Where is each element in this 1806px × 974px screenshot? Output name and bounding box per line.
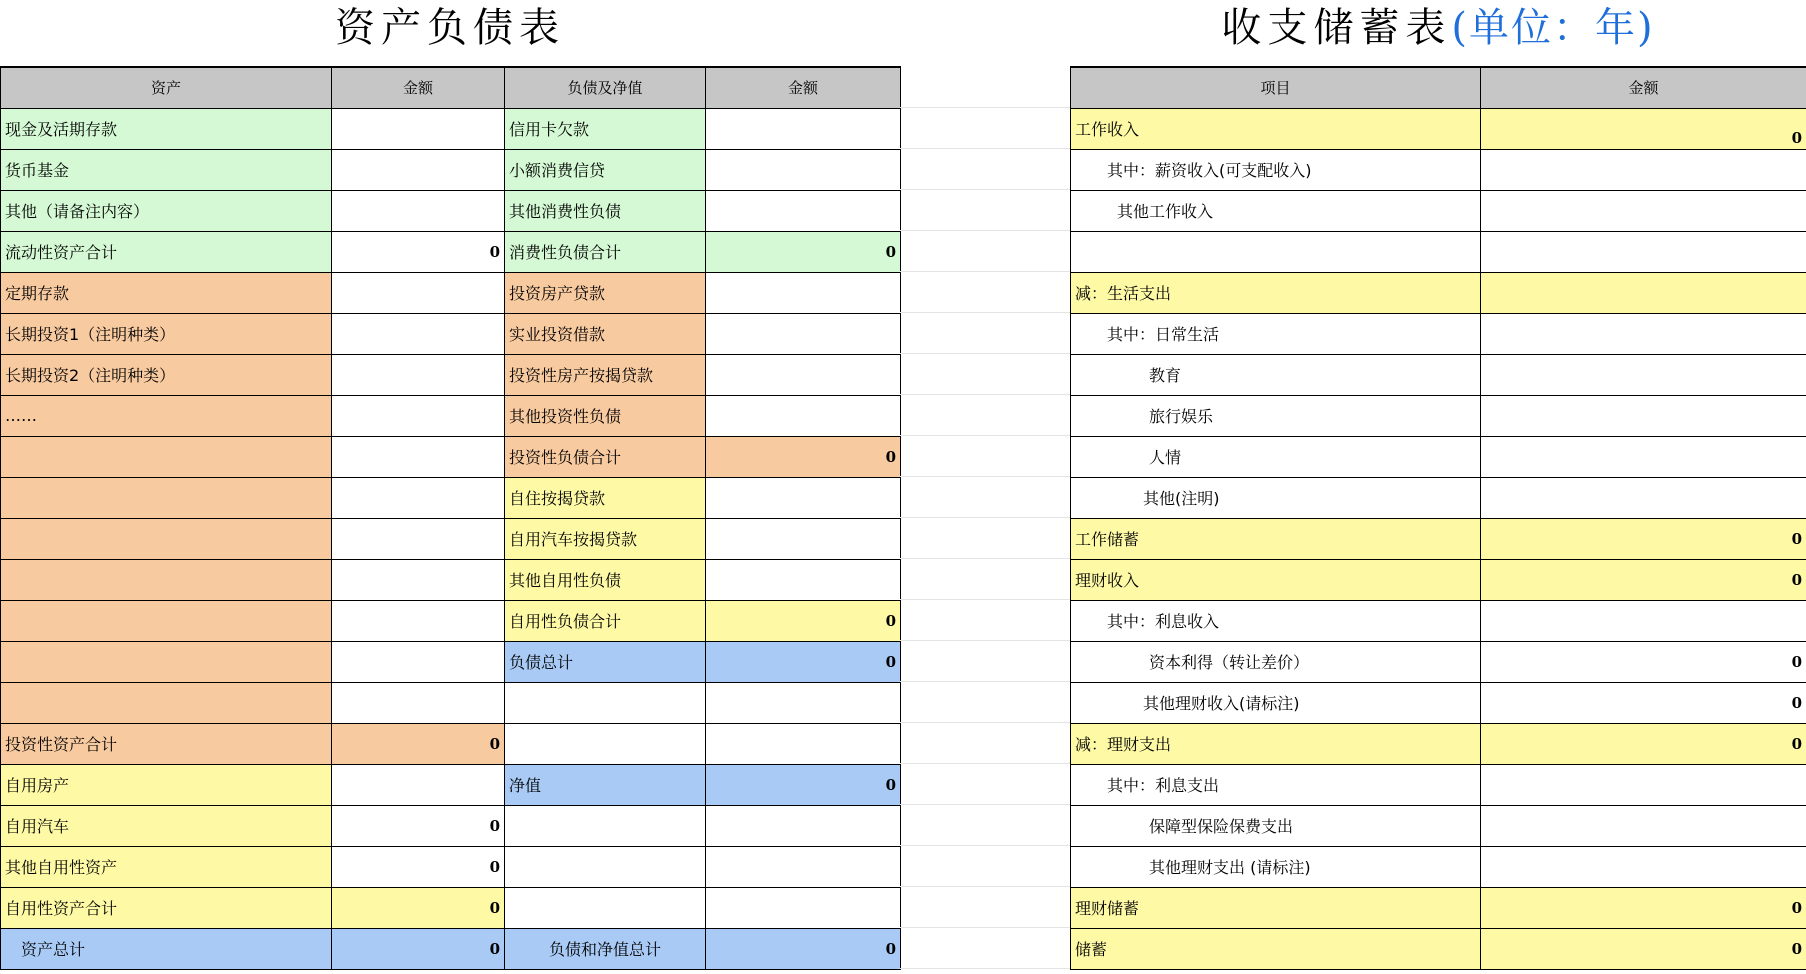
item-label-cell[interactable]: 其他理财收入(请标注) <box>1071 682 1481 723</box>
liability-label-cell[interactable] <box>505 723 706 764</box>
gap-cell[interactable] <box>900 558 1070 599</box>
gap-row <box>900 189 1070 230</box>
liability-label-cell[interactable]: 其他消费性负债 <box>505 190 706 231</box>
liability-amount-cell[interactable] <box>706 477 901 518</box>
balance-sheet-row <box>1 764 901 805</box>
asset-amount-cell[interactable]: 0 <box>332 723 505 764</box>
gap-row <box>900 722 1070 763</box>
asset-label-cell[interactable] <box>1 682 332 723</box>
income-sheet-row <box>1071 395 1806 436</box>
liability-label-cell[interactable]: 自用性负债合计 <box>505 600 706 641</box>
asset-label-cell[interactable]: 长期投资1（注明种类） <box>1 313 332 354</box>
liability-amount-cell[interactable] <box>706 354 901 395</box>
asset-label-cell[interactable]: 自用汽车 <box>1 805 332 846</box>
item-label-cell[interactable]: 工作储蓄 <box>1071 518 1481 559</box>
liability-amount-cell[interactable]: 0 <box>706 600 901 641</box>
item-label-cell[interactable]: 储蓄 <box>1071 928 1481 969</box>
liability-amount-cell[interactable] <box>706 272 901 313</box>
balance-sheet-row <box>1 190 901 231</box>
item-label-cell[interactable]: 其中：日常生活 <box>1071 313 1481 354</box>
asset-label-cell[interactable]: 现金及活期存款 <box>1 108 332 149</box>
asset-amount-cell[interactable] <box>332 149 505 190</box>
income-sheet-row <box>1071 477 1806 518</box>
liability-label-cell[interactable] <box>505 682 706 723</box>
balance-sheet-row <box>1 559 901 600</box>
item-label-cell[interactable]: 工作收入 <box>1071 108 1481 149</box>
asset-amount-cell[interactable] <box>332 764 505 805</box>
balance-sheet-header-row <box>1 67 901 108</box>
gap-row <box>900 763 1070 804</box>
asset-amount-cell[interactable] <box>332 108 505 149</box>
gap-row <box>900 230 1070 271</box>
liability-amount-cell[interactable] <box>706 887 901 928</box>
gap-row <box>900 640 1070 681</box>
item-label-cell[interactable]: 减：理财支出 <box>1071 723 1481 764</box>
balance-sheet-row <box>1 231 901 272</box>
liability-label-cell[interactable]: 消费性负债合计 <box>505 231 706 272</box>
asset-amount-cell[interactable] <box>332 559 505 600</box>
item-amount-cell[interactable] <box>1481 436 1806 477</box>
income-sheet-table <box>1070 66 1806 970</box>
gap-row <box>900 394 1070 435</box>
asset-amount-cell[interactable] <box>332 313 505 354</box>
income-sheet-row <box>1071 641 1806 682</box>
gap-cell[interactable] <box>900 599 1070 640</box>
header-liability: 负债及净值 <box>505 67 706 108</box>
asset-label-cell[interactable] <box>1 477 332 518</box>
liability-label-cell[interactable]: 投资性房产按揭贷款 <box>505 354 706 395</box>
item-label-cell[interactable]: 理财储蓄 <box>1071 887 1481 928</box>
item-amount-cell[interactable] <box>1481 354 1806 395</box>
liability-amount-cell[interactable] <box>706 313 901 354</box>
income-sheet-row <box>1071 436 1806 477</box>
balance-sheet-row <box>1 149 901 190</box>
item-amount-cell[interactable] <box>1481 231 1806 272</box>
gap-cell[interactable] <box>900 886 1070 927</box>
item-amount-cell[interactable]: 0 <box>1481 682 1806 723</box>
balance-sheet-title-text: 资产负债表 <box>335 5 565 51</box>
asset-amount-cell[interactable] <box>332 477 505 518</box>
liability-amount-cell[interactable] <box>706 682 901 723</box>
item-label-cell[interactable]: 其他工作收入 <box>1071 190 1481 231</box>
asset-amount-cell[interactable] <box>332 436 505 477</box>
asset-amount-cell[interactable] <box>332 518 505 559</box>
balance-sheet-row <box>1 313 901 354</box>
gap-row <box>900 599 1070 640</box>
item-amount-cell[interactable]: 0 <box>1481 723 1806 764</box>
gap-cell[interactable] <box>900 517 1070 558</box>
liability-label-cell[interactable]: 实业投资借款 <box>505 313 706 354</box>
liability-amount-cell[interactable] <box>706 149 901 190</box>
asset-label-cell[interactable] <box>1 518 332 559</box>
balance-sheet-row <box>1 682 901 723</box>
liability-amount-cell[interactable] <box>706 190 901 231</box>
balance-sheet-row <box>1 723 901 764</box>
liability-label-cell[interactable]: 信用卡欠款 <box>505 108 706 149</box>
asset-label-cell[interactable]: 自用房产 <box>1 764 332 805</box>
item-label-cell[interactable]: 减：生活支出 <box>1071 272 1481 313</box>
asset-label-cell[interactable]: …… <box>1 395 332 436</box>
balance-sheet-row <box>1 436 901 477</box>
gap-cell[interactable] <box>900 189 1070 230</box>
asset-amount-cell[interactable]: 0 <box>332 928 505 969</box>
item-amount-cell[interactable] <box>1481 805 1806 846</box>
income-sheet-row <box>1071 108 1806 149</box>
gap-row <box>900 353 1070 394</box>
gap-row <box>900 148 1070 189</box>
header-item: 项目 <box>1071 67 1481 108</box>
liability-label-cell[interactable]: 负债和净值总计 <box>505 928 706 969</box>
liability-amount-cell[interactable]: 0 <box>706 436 901 477</box>
asset-amount-cell[interactable] <box>332 641 505 682</box>
item-label-cell[interactable]: 人情 <box>1071 436 1481 477</box>
liability-label-cell[interactable]: 自用汽车按揭贷款 <box>505 518 706 559</box>
asset-label-cell[interactable]: 其他（请备注内容） <box>1 190 332 231</box>
balance-sheet-row <box>1 272 901 313</box>
liability-amount-cell[interactable] <box>706 518 901 559</box>
item-amount-cell[interactable] <box>1481 149 1806 190</box>
income-sheet-row <box>1071 682 1806 723</box>
item-label-cell[interactable]: 旅行娱乐 <box>1071 395 1481 436</box>
item-label-cell[interactable]: 教育 <box>1071 354 1481 395</box>
item-amount-cell[interactable] <box>1481 764 1806 805</box>
income-sheet-row <box>1071 559 1806 600</box>
asset-label-cell[interactable]: 自用性资产合计 <box>1 887 332 928</box>
asset-amount-cell[interactable] <box>332 190 505 231</box>
gap-cell[interactable] <box>900 394 1070 435</box>
item-label-cell[interactable]: 其他理财支出 (请标注) <box>1071 846 1481 887</box>
gap-cell[interactable] <box>900 845 1070 886</box>
asset-amount-cell[interactable] <box>332 600 505 641</box>
asset-label-cell[interactable] <box>1 559 332 600</box>
balance-sheet-row <box>1 395 901 436</box>
asset-amount-cell[interactable] <box>332 272 505 313</box>
liability-label-cell[interactable] <box>505 846 706 887</box>
asset-amount-cell[interactable] <box>332 682 505 723</box>
gap-cell[interactable] <box>900 927 1070 968</box>
income-sheet-title-text: 收支储蓄表 <box>1221 5 1452 51</box>
asset-amount-cell[interactable] <box>332 354 505 395</box>
gap-cell[interactable] <box>900 271 1070 312</box>
gap-columns <box>900 66 1071 969</box>
item-label-cell[interactable]: 其中：薪资收入(可支配收入) <box>1071 149 1481 190</box>
liability-amount-cell[interactable]: 0 <box>706 641 901 682</box>
balance-sheet-row <box>1 805 901 846</box>
item-amount-cell[interactable] <box>1481 272 1806 313</box>
liability-label-cell[interactable]: 自住按揭贷款 <box>505 477 706 518</box>
gap-cell[interactable] <box>900 148 1070 189</box>
gap-cell[interactable] <box>900 435 1070 476</box>
income-sheet-row <box>1071 764 1806 805</box>
balance-sheet-row <box>1 600 901 641</box>
gap-row <box>900 435 1070 476</box>
gap-row <box>900 107 1070 148</box>
income-sheet-row <box>1071 272 1806 313</box>
gap-row <box>900 66 1070 107</box>
income-sheet-row <box>1071 805 1806 846</box>
gap-cell[interactable] <box>900 804 1070 845</box>
item-amount-cell[interactable]: 0 <box>1481 887 1806 928</box>
header-liability-amount: 金额 <box>706 67 901 108</box>
asset-label-cell[interactable]: 长期投资2（注明种类） <box>1 354 332 395</box>
item-amount-cell[interactable]: 0 <box>1481 108 1806 149</box>
liability-label-cell[interactable] <box>505 805 706 846</box>
gap-row <box>900 886 1070 927</box>
item-amount-cell[interactable] <box>1481 846 1806 887</box>
asset-label-cell[interactable]: 其他自用性资产 <box>1 846 332 887</box>
asset-label-cell[interactable]: 定期存款 <box>1 272 332 313</box>
balance-sheet-row <box>1 887 901 928</box>
gap-cell[interactable] <box>900 763 1070 804</box>
gap-row <box>900 312 1070 353</box>
item-label-cell[interactable]: 其中：利息支出 <box>1071 764 1481 805</box>
asset-amount-cell[interactable]: 0 <box>332 231 505 272</box>
liability-amount-cell[interactable]: 0 <box>706 928 901 969</box>
gap-cell[interactable] <box>900 353 1070 394</box>
gap-row <box>900 927 1070 968</box>
header-asset-amount: 金额 <box>332 67 505 108</box>
gap-row <box>900 476 1070 517</box>
liability-amount-cell[interactable] <box>706 805 901 846</box>
item-amount-cell[interactable] <box>1481 600 1806 641</box>
income-sheet-row <box>1071 600 1806 641</box>
liability-amount-cell[interactable] <box>706 395 901 436</box>
gap-cell[interactable] <box>900 107 1070 148</box>
liability-label-cell[interactable]: 其他投资性负债 <box>505 395 706 436</box>
asset-label-cell[interactable]: 资产总计 <box>1 928 332 969</box>
gap-row <box>900 681 1070 722</box>
liability-label-cell[interactable]: 净值 <box>505 764 706 805</box>
gap-cell[interactable] <box>900 681 1070 722</box>
liability-label-cell[interactable] <box>505 887 706 928</box>
gap-cell[interactable] <box>900 66 1070 107</box>
item-amount-cell[interactable]: 0 <box>1481 928 1806 969</box>
gap-row <box>900 558 1070 599</box>
asset-label-cell[interactable]: 货币基金 <box>1 149 332 190</box>
asset-label-cell[interactable] <box>1 436 332 477</box>
item-amount-cell[interactable]: 0 <box>1481 518 1806 559</box>
liability-label-cell[interactable]: 投资房产贷款 <box>505 272 706 313</box>
liability-label-cell[interactable]: 投资性负债合计 <box>505 436 706 477</box>
asset-amount-cell[interactable]: 0 <box>332 887 505 928</box>
item-amount-cell[interactable]: 0 <box>1481 559 1806 600</box>
liability-amount-cell[interactable] <box>706 559 901 600</box>
liability-label-cell[interactable]: 其他自用性负债 <box>505 559 706 600</box>
gap-row <box>900 517 1070 558</box>
liability-amount-cell[interactable]: 0 <box>706 764 901 805</box>
income-sheet-row <box>1071 190 1806 231</box>
income-sheet-row <box>1071 149 1806 190</box>
balance-sheet-row <box>1 518 901 559</box>
liability-label-cell[interactable]: 负债总计 <box>505 641 706 682</box>
item-label-cell[interactable]: 资本利得（转让差价） <box>1071 641 1481 682</box>
header-amount: 金额 <box>1481 67 1806 108</box>
asset-label-cell[interactable] <box>1 600 332 641</box>
gap-row <box>900 845 1070 886</box>
gap-row <box>900 804 1070 845</box>
balance-sheet-row <box>1 846 901 887</box>
asset-label-cell[interactable] <box>1 641 332 682</box>
asset-amount-cell[interactable] <box>332 395 505 436</box>
item-amount-cell[interactable] <box>1481 395 1806 436</box>
asset-amount-cell[interactable]: 0 <box>332 846 505 887</box>
liability-amount-cell[interactable] <box>706 846 901 887</box>
liability-amount-cell[interactable] <box>706 723 901 764</box>
item-amount-cell[interactable] <box>1481 477 1806 518</box>
income-sheet-unit: (单位：年) <box>1451 5 1655 51</box>
income-sheet-row <box>1071 928 1806 969</box>
balance-sheet-row <box>1 108 901 149</box>
liability-amount-cell[interactable]: 0 <box>706 231 901 272</box>
header-asset: 资产 <box>1 67 332 108</box>
income-sheet-row <box>1071 354 1806 395</box>
liability-label-cell[interactable]: 小额消费信贷 <box>505 149 706 190</box>
income-sheet-row <box>1071 846 1806 887</box>
item-label-cell[interactable]: 保障型保险保费支出 <box>1071 805 1481 846</box>
balance-sheet-title <box>0 0 900 57</box>
asset-label-cell[interactable]: 流动性资产合计 <box>1 231 332 272</box>
income-sheet-row <box>1071 887 1806 928</box>
item-amount-cell[interactable] <box>1481 190 1806 231</box>
income-sheet-header-row <box>1071 67 1806 108</box>
income-sheet-row <box>1071 723 1806 764</box>
liability-amount-cell[interactable] <box>706 108 901 149</box>
asset-amount-cell[interactable]: 0 <box>332 805 505 846</box>
gap-cell[interactable] <box>900 476 1070 517</box>
income-sheet-title <box>1070 0 1806 57</box>
balance-sheet-row <box>1 354 901 395</box>
income-sheet-row <box>1071 313 1806 354</box>
gap-row <box>900 271 1070 312</box>
balance-sheet-row <box>1 641 901 682</box>
income-sheet-row <box>1071 518 1806 559</box>
gap-cell[interactable] <box>900 312 1070 353</box>
balance-sheet-table <box>0 66 901 970</box>
income-sheet-row <box>1071 231 1806 272</box>
balance-sheet-row <box>1 477 901 518</box>
gap-cell[interactable] <box>900 722 1070 763</box>
gap-cell[interactable] <box>900 230 1070 271</box>
item-label-cell[interactable]: 其他(注明) <box>1071 477 1481 518</box>
item-amount-cell[interactable] <box>1481 313 1806 354</box>
item-amount-cell[interactable]: 0 <box>1481 641 1806 682</box>
gap-cell[interactable] <box>900 640 1070 681</box>
item-label-cell[interactable]: 其中：利息收入 <box>1071 600 1481 641</box>
item-label-cell[interactable]: 理财收入 <box>1071 559 1481 600</box>
asset-label-cell[interactable]: 投资性资产合计 <box>1 723 332 764</box>
item-label-cell[interactable] <box>1071 231 1481 272</box>
balance-sheet-row <box>1 928 901 969</box>
